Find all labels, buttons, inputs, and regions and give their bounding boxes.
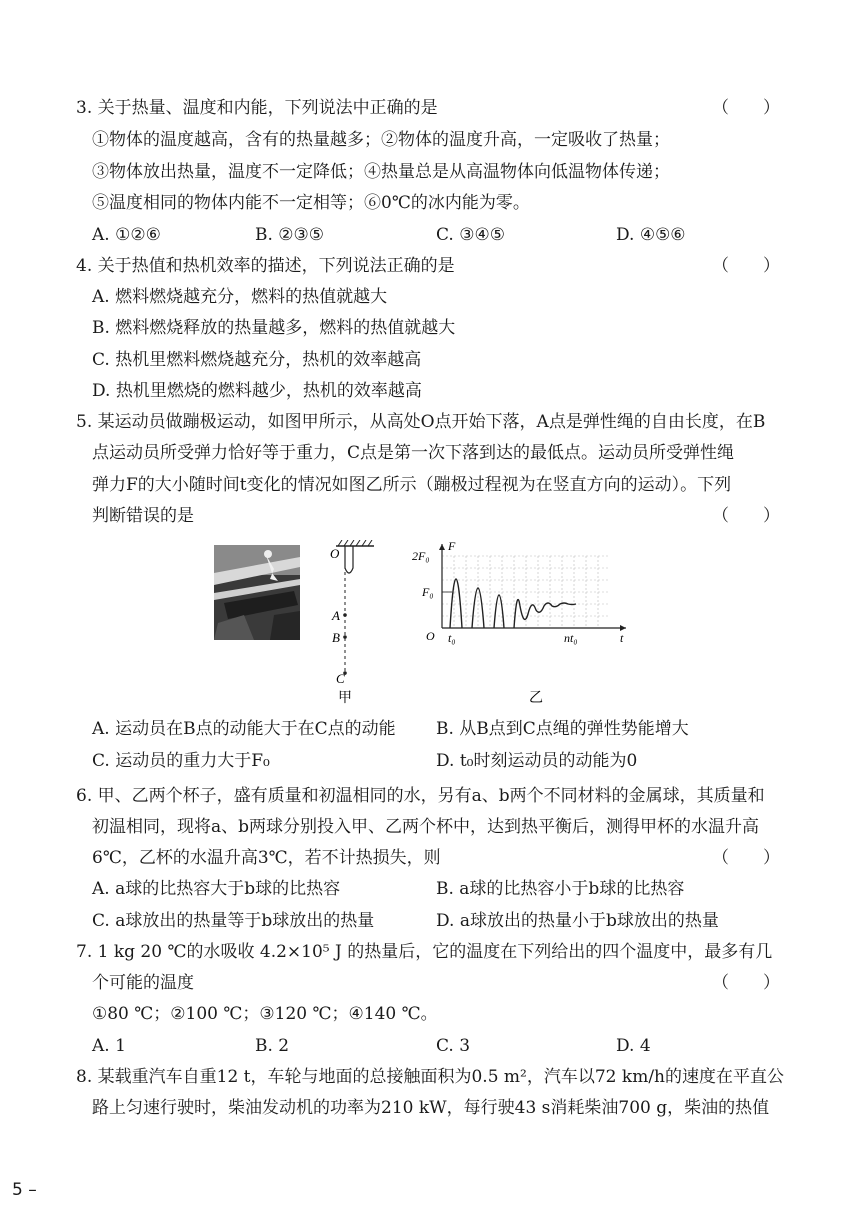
- q6-option-a: A. a球的比热容大于b球的比热容: [92, 879, 341, 899]
- q4-option-b: B. 燃料燃烧释放的热量越多，燃料的热值就越大: [92, 318, 456, 338]
- q3-statement-line-1: ①物体的温度越高，含有的热量越多；②物体的温度升高，一定吸收了热量；: [92, 130, 670, 150]
- grid: [442, 556, 608, 628]
- q4-stem: 4. 关于热值和热机效率的描述，下列说法正确的是: [76, 256, 455, 276]
- tick-label-t0: t₀: [448, 631, 456, 645]
- q6-stem-line-3: 6℃，乙杯的水温升高3℃，若不计热损失，则: [92, 848, 441, 868]
- q6-option-d: D. a球放出的热量小于b球放出的热量: [436, 911, 719, 931]
- q5-stem-line-3: 弹力F的大小随时间t变化的情况如图乙所示（蹦极过程视为在竖直方向的运动）。下列: [92, 475, 732, 495]
- figure-yi-force-time-graph: [412, 540, 642, 710]
- q3-statement-line-2: ③物体放出热量，温度不一定降低；④热量总是从高温物体向低温物体传递；: [92, 162, 670, 182]
- q5-option-c: C. 运动员的重力大于F₀: [92, 751, 270, 771]
- page-number: 5 –: [12, 1180, 37, 1200]
- force-curve: [450, 579, 576, 628]
- label-a: A: [332, 608, 340, 623]
- q3-statement-line-3: ⑤温度相同的物体内能不一定相等；⑥0℃的冰内能为零。: [92, 193, 530, 213]
- label-c: C: [336, 671, 345, 686]
- q5-stem-line-4: 判断错误的是: [92, 506, 194, 526]
- point-a-dot: [343, 613, 347, 617]
- q6-option-c: C. a球放出的热量等于b球放出的热量: [92, 911, 375, 931]
- q7-stem-line-1: 7. 1 kg 20 ℃的水吸收 4.2×10⁵ J 的热量后，它的温度在下列给出的四个温度中，最多有几: [76, 942, 773, 962]
- q5-answer-bracket: （ ）: [712, 506, 780, 526]
- q3-stem: 3. 关于热量、温度和内能，下列说法中正确的是: [76, 98, 438, 118]
- origin-label: O: [426, 629, 435, 643]
- axis-label-f: F: [448, 540, 456, 553]
- q7-stem-line-2: 个可能的温度: [92, 973, 194, 993]
- q7-choices-line: ①80 ℃；②100 ℃；③120 ℃；④140 ℃。: [92, 1004, 438, 1024]
- q7-option-c: C. 3: [436, 1036, 471, 1056]
- figure-jia-diagram: [326, 540, 376, 710]
- q3-answer-bracket: （ ）: [712, 98, 780, 118]
- bungee-jumper-photo: [214, 545, 300, 640]
- q5-stem-line-1: 5. 某运动员做蹦极运动，如图甲所示，从高处O点开始下落，A点是弹性绳的自由长度，在B: [76, 412, 766, 432]
- caption-yi: 乙: [529, 690, 543, 706]
- elastic-rope: [345, 546, 353, 573]
- q3-option-a: A. ①②⑥: [92, 225, 161, 245]
- q4-answer-bracket: （ ）: [712, 256, 780, 276]
- q4-option-d: D. 热机里燃烧的燃料越少，热机的效率越高: [92, 381, 422, 401]
- q3-option-b: B. ②③⑤: [255, 225, 325, 245]
- q7-option-a: A. 1: [92, 1036, 126, 1056]
- q8-stem-line-2: 路上匀速行驶时，柴油发动机的功率为210 kW，每行驶43 s消耗柴油700 g，柴油的热值: [92, 1098, 770, 1118]
- q3-option-c: C. ③④⑤: [436, 225, 505, 245]
- q5-option-a: A. 运动员在B点的动能大于在C点的动能: [92, 719, 396, 739]
- q5-option-d: D. t₀时刻运动员的动能为0: [436, 751, 638, 771]
- q6-answer-bracket: （ ）: [712, 848, 780, 868]
- label-o: O: [330, 546, 340, 561]
- point-b-dot: [343, 635, 347, 639]
- q8-stem-line-1: 8. 某载重汽车自重12 t，车轮与地面的总接触面积为0.5 m²，汽车以72 km/h的速度在平直公: [76, 1067, 784, 1087]
- caption-jia: 甲: [338, 690, 352, 706]
- q4-option-c: C. 热机里燃料燃烧越充分，热机的效率越高: [92, 350, 422, 370]
- q7-option-d: D. 4: [616, 1036, 651, 1056]
- q3-option-d: D. ④⑤⑥: [616, 225, 686, 245]
- q6-stem-line-2: 初温相同，现将a、b两球分别投入甲、乙两个杯中，达到热平衡后，测得甲杯的水温升高: [92, 817, 760, 837]
- q6-option-b: B. a球的比热容小于b球的比热容: [436, 879, 685, 899]
- tick-label-2f0: 2F₀: [412, 549, 430, 563]
- q5-stem-line-2: 点运动员所受弹力恰好等于重力，C点是第一次下落到达的最低点。运动员所受弹性绳: [92, 443, 735, 463]
- tick-label-nt0: nt₀: [564, 631, 578, 645]
- label-b: B: [332, 630, 340, 645]
- tick-label-f0: F₀: [422, 585, 434, 599]
- q7-answer-bracket: （ ）: [712, 973, 780, 993]
- q7-option-b: B. 2: [255, 1036, 290, 1056]
- q5-option-b: B. 从B点到C点绳的弹性势能增大: [436, 719, 689, 739]
- q4-option-a: A. 燃料燃烧越充分，燃料的热值就越大: [92, 287, 388, 307]
- q6-stem-line-1: 6. 甲、乙两个杯子，盛有质量和初温相同的水，另有a、b两个不同材料的金属球，其质量和: [76, 786, 765, 806]
- axis-label-t: t: [620, 631, 624, 645]
